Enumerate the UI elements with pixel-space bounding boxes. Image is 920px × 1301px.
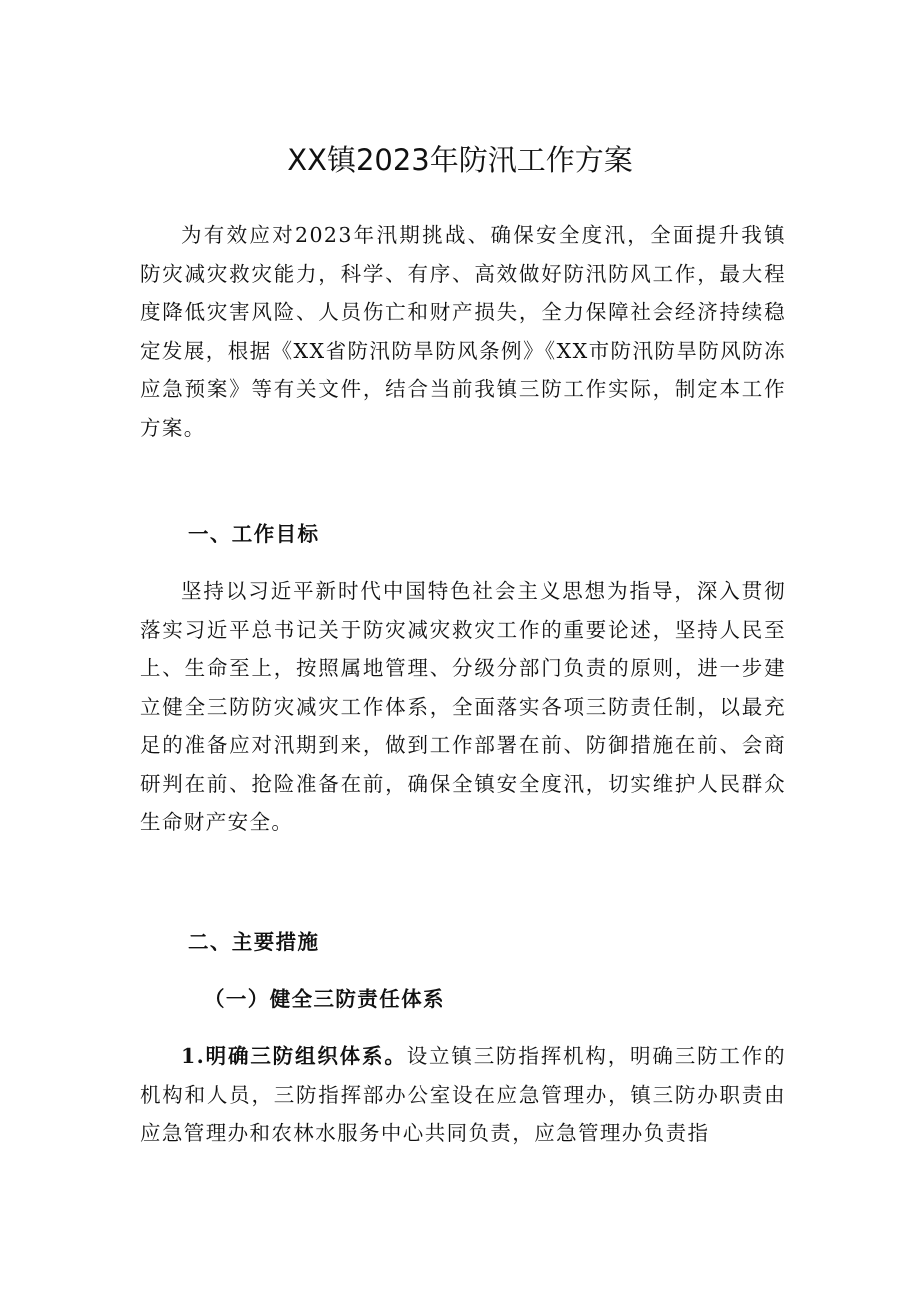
measure-item-1-body: 设立镇三防指挥机构，明确三防工作的机构和人员，三防指挥部办公室设在应急管理办，镇三防办职责由应急管理办和农林水服务中心共同负责，应急管理办负责指	[140, 1044, 786, 1145]
section-heading-measures: 二、主要措施	[188, 930, 320, 954]
goals-paragraph: 坚持以习近平新时代中国特色社会主义思想为指导，深入贯彻落实习近平总书记关于防灾减灾救灾工作的重要论述，坚持人民至上、生命至上，按照属地管理、分级分部门负责的原则，进一步建立健全三防防灾减灾工作体系，全面落实各项三防责任制，以最充足的准备应对汛期到来，做到工作部署在前、防御措施在前、会商研判在前、抢险准备在前，确保全镇安全度汛，切实维护人民群众生命财产安全。	[140, 579, 786, 834]
section-heading-goals: 一、工作目标	[188, 522, 320, 546]
measure-item-1-paragraph	[140, 1037, 786, 1153]
subsection-heading-responsibility: （一）健全三防责任体系	[204, 987, 445, 1011]
measure-item-1-lead: 1.明确三防组织体系。	[181, 1044, 407, 1068]
intro-paragraph: 为有效应对2023年汛期挑战、确保安全度汛，全面提升我镇防灾减灾救灾能力，科学、有序、高效做好防汛防风工作，最大程度降低灾害风险、人员伤亡和财产损失，全力保障社会经济持续稳定发展，根据《XX省防汛防旱防风条例》《XX市防汛防旱防风防冻应急预案》等有关文件，结合当前我镇三防工作实际，制定本工作方案。	[140, 223, 786, 440]
document-title: XX镇2023年防汛工作方案	[287, 143, 633, 177]
